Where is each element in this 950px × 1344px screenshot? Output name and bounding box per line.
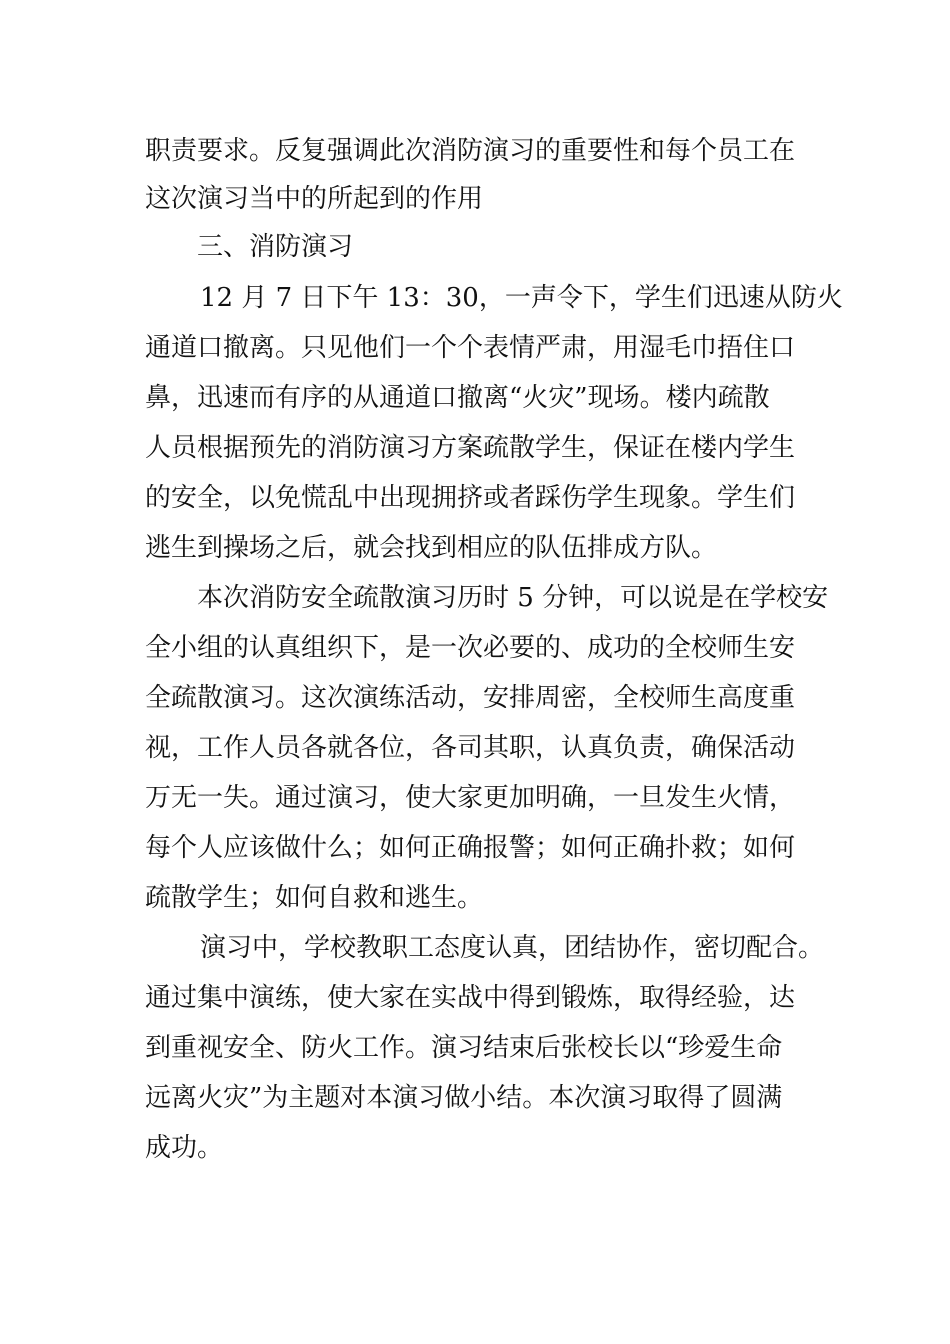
text-line: 这次演习当中的所起到的作用 bbox=[145, 184, 484, 214]
text-line: 每个人应该做什么；如何正确报警；如何正确扑救；如何 bbox=[145, 833, 796, 863]
text-line: 远离火灾”为主题对本演习做小结。本次演习取得了圆满 bbox=[145, 1083, 783, 1113]
text-line: 职责要求。反复强调此次消防演习的重要性和每个员工在 bbox=[145, 136, 796, 166]
text-line: 全疏散演习。这次演练活动，安排周密，全校师生高度重 bbox=[145, 683, 796, 713]
text-line: 鼻，迅速而有序的从通道口撤离“火灾”现场。楼内疏散 bbox=[145, 383, 770, 413]
text-line: 12 月 7 日下午 13：30，一声令下，学生们迅速从防火 bbox=[200, 283, 843, 313]
text-line: 视，工作人员各就各位，各司其职，认真负责，确保活动 bbox=[145, 733, 796, 763]
text-line: 成功。 bbox=[145, 1133, 224, 1163]
text-line: 通过集中演练，使大家在实战中得到锻炼，取得经验，达 bbox=[145, 983, 796, 1013]
text-line: 演习中，学校教职工态度认真，团结协作，密切配合。 bbox=[200, 933, 825, 963]
text-line: 逃生到操场之后，就会找到相应的队伍排成方队。 bbox=[145, 533, 718, 563]
text-line: 到重视安全、防火工作。演习结束后张校长以“珍爱生命 bbox=[145, 1033, 783, 1063]
text-line: 本次消防安全疏散演习历时 5 分钟，可以说是在学校安 bbox=[197, 583, 829, 613]
text-line: 万无一失。通过演习，使大家更加明确，一旦发生火情， bbox=[145, 783, 796, 813]
text-line: 全小组的认真组织下，是一次必要的、成功的全校师生安 bbox=[145, 633, 796, 663]
text-line: 人员根据预先的消防演习方案疏散学生，保证在楼内学生 bbox=[145, 433, 796, 463]
section-heading: 三、消防演习 bbox=[197, 232, 354, 262]
text-line: 疏散学生；如何自救和逃生。 bbox=[145, 883, 484, 913]
text-line: 通道口撤离。只见他们一个个表情严肃，用湿毛巾捂住口 bbox=[145, 333, 796, 363]
text-line: 的安全，以免慌乱中出现拥挤或者踩伤学生现象。学生们 bbox=[145, 483, 796, 513]
